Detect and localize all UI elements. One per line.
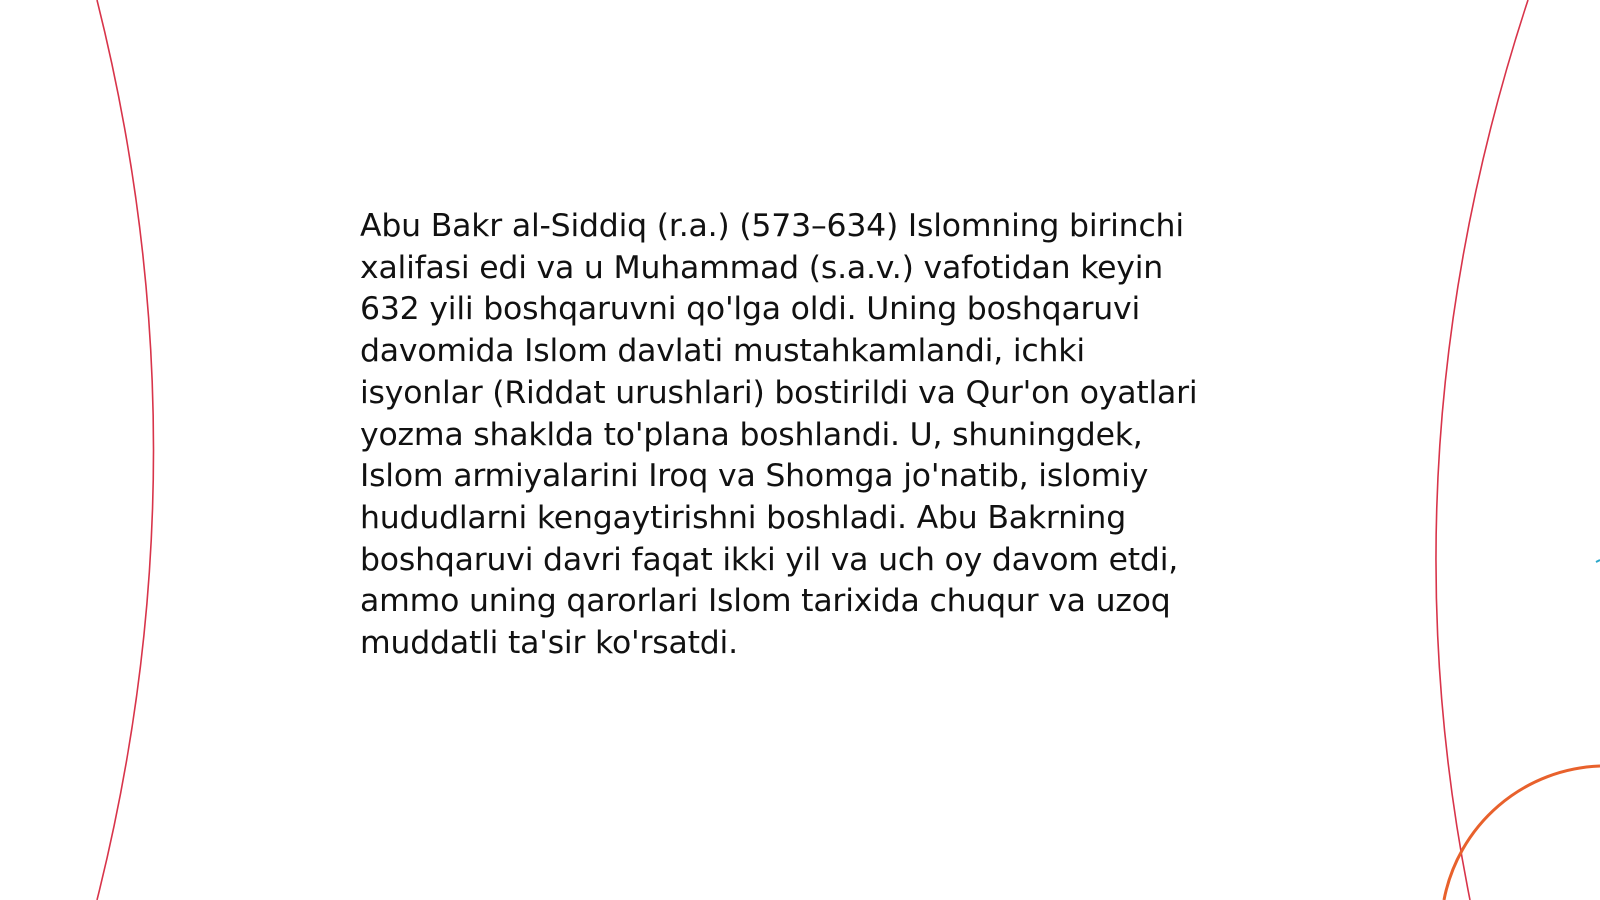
- text-line: yozma shaklda to'plana boshlandi. U, shuningdek,: [360, 416, 1143, 453]
- body-paragraph: [360, 206, 1240, 665]
- text-line: Abu Bakr al-Siddiq (r.a.) (573–634) Islomning birinchi: [360, 208, 1184, 244]
- corner-arc: [1444, 766, 1600, 900]
- left-curve-line: [97, 0, 154, 900]
- edge-accent-mark: [1596, 560, 1600, 562]
- text-line: davomida Islom davlati mustahkamlandi, ichki: [360, 333, 1085, 370]
- text-line: ammo uning qarorlari Islom tarixida chuqur va uzoq: [360, 583, 1171, 620]
- text-line: xalifasi edi va u Muhammad (s.a.v.) vafotidan keyin: [360, 249, 1164, 286]
- text-line: 632 yili boshqaruvni qo'lga oldi. Uning boshqaruvi: [360, 291, 1141, 328]
- text-line: Islom armiyalarini Iroq va Shomga jo'natib, islomiy: [360, 458, 1149, 495]
- text-line: hududlarni kengaytirishni boshladi. Abu Bakrning: [360, 499, 1126, 536]
- text-line: muddatli ta'sir ko'rsatdi.: [360, 625, 738, 662]
- text-line: boshqaruvi davri faqat ikki yil va uch oy davom etdi,: [360, 541, 1179, 578]
- right-curve-line: [1436, 0, 1528, 900]
- text-line: isyonlar (Riddat urushlari) bostirildi va Qur'on oyatlari: [360, 374, 1198, 411]
